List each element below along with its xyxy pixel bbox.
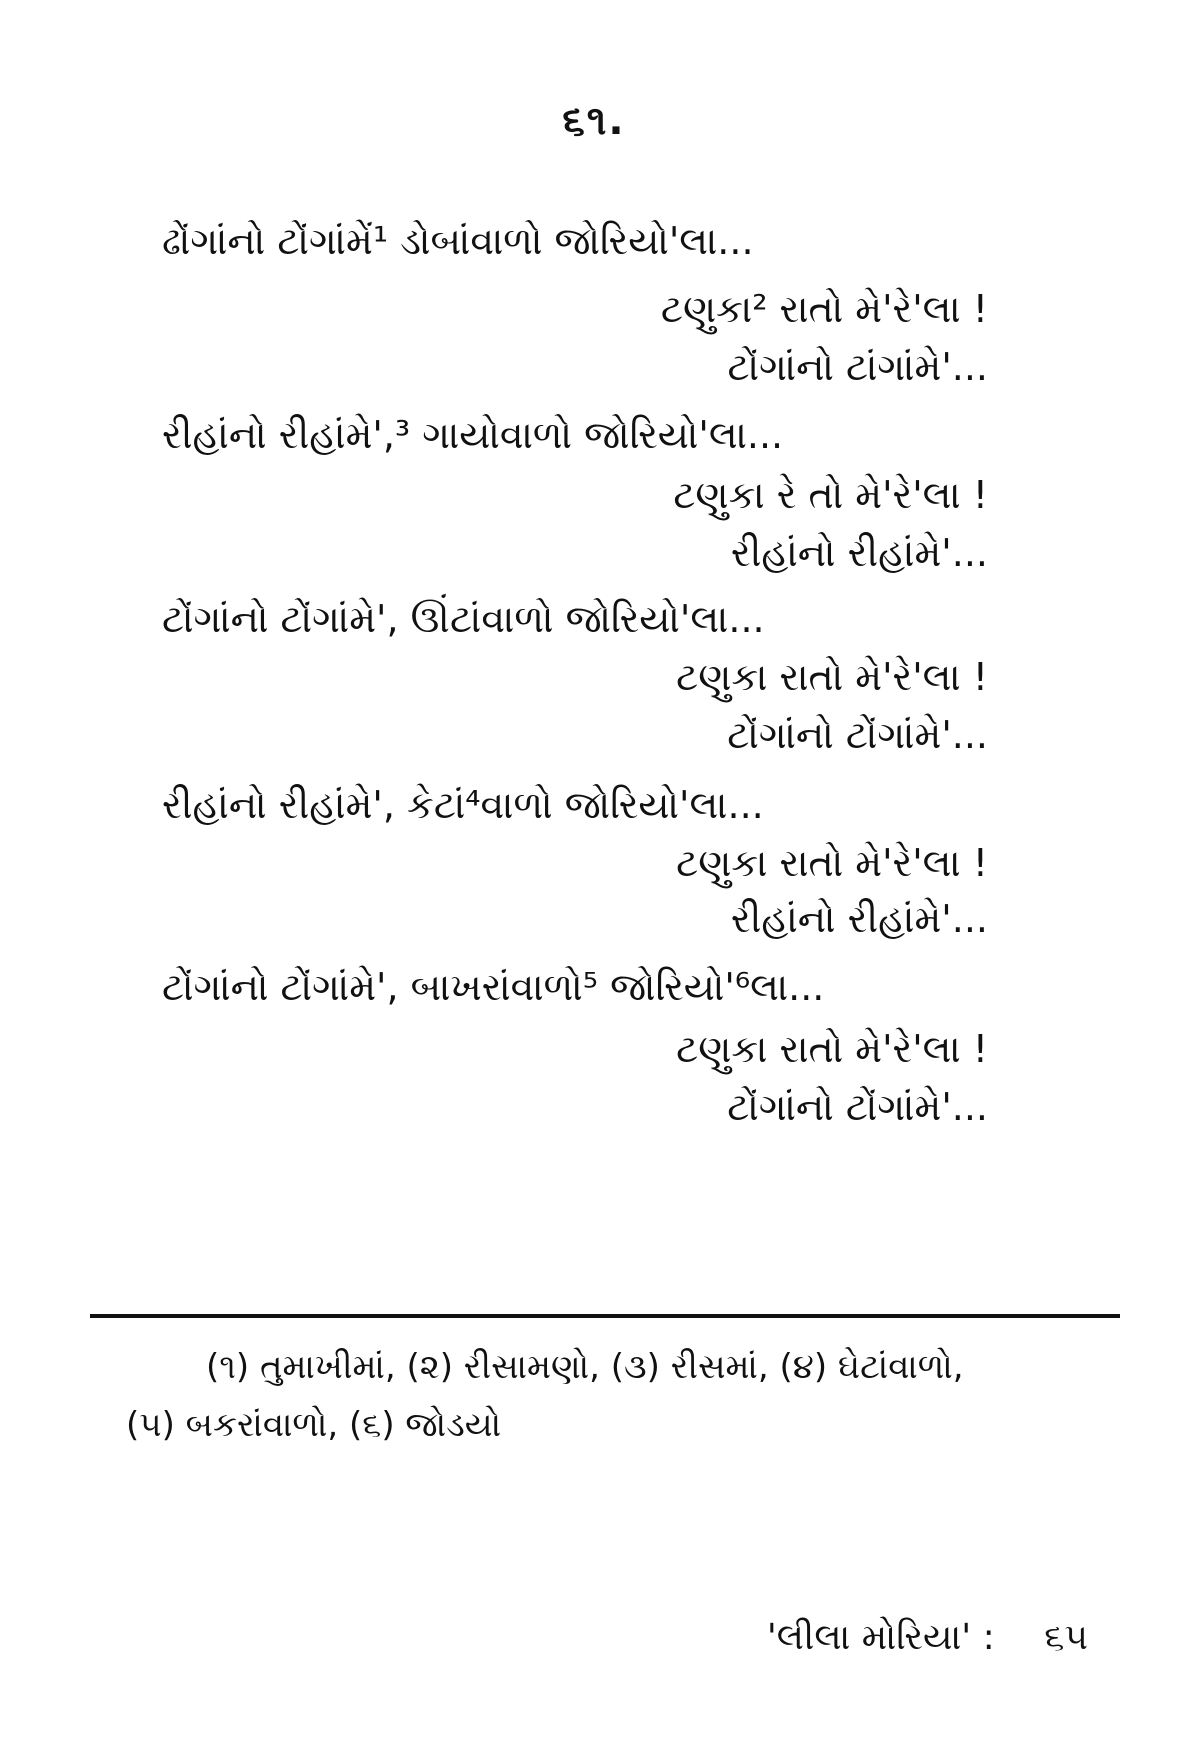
stanza-1-line-3: ટોંગાંનો ટાંગાંમે'...: [727, 345, 988, 389]
stanza-3-line-3: ટોંગાંનો ટોંગાંમે'...: [727, 713, 988, 757]
stanza-4-line-2: ટણુકા રાતો મે'રે'લા !: [676, 841, 988, 885]
stanza-3-line-2: ટણુકા રાતો મે'રે'લા !: [676, 655, 988, 699]
stanza-5-line-2: ટણુકા રાતો મે'રે'લા !: [676, 1027, 988, 1071]
page-number: ૬૫: [1044, 1617, 1088, 1658]
stanza-2-line-3: રીહાંનો રીહાંમે'...: [730, 531, 988, 575]
stanza-1-line-1: ઢોંગાંનો ટોંગાંમેં¹ ડોબાંવાળો જોરિયો'લા...: [162, 219, 754, 263]
footnote-line-2: (૫) બકરાંવાળો, (૬) જોડયો: [126, 1405, 502, 1445]
stanza-5-line-3: ટોંગાંનો ટોંગાંમે'...: [727, 1085, 988, 1129]
footnotes: [126, 1338, 1116, 1454]
book-title: 'લીલા મોરિયા' :: [766, 1617, 995, 1658]
stanza-5-line-1: ટોંગાંનો ટોંગાંમે', બાખરાંવાળો⁵ જોરિયો'⁶લા...: [162, 965, 825, 1009]
stanza-3-line-1: ટોંગાંનો ટોંગાંમે', ઊંટાંવાળો જોરિયો'લા...: [162, 597, 765, 641]
stanza-1-line-2: ટણુકા² રાતો મે'રે'લા !: [660, 287, 988, 331]
poem-number: ૬૧.: [562, 98, 626, 144]
stanza-4-line-3: રીહાંનો રીહાંમે'...: [730, 897, 988, 941]
stanza-2-line-1: રીહાંનો રીહાંમે',³ ગાયોવાળો જોરિયો'લા...: [162, 413, 784, 457]
footnote-divider: [90, 1314, 1120, 1318]
footnote-line-1: (૧) તુમાખીમાં, (૨) રીસામણો, (૩) રીસમાં, (૪) ઘેટાંવાળો,: [206, 1347, 964, 1387]
stanza-2-line-2: ટણુકા રે તો મે'રે'લા !: [673, 473, 988, 517]
page-footer: [767, 1617, 1088, 1659]
stanza-4-line-1: રીહાંનો રીહાંમે', કેટાં⁴વાળો જોરિયો'લા...: [162, 783, 764, 827]
